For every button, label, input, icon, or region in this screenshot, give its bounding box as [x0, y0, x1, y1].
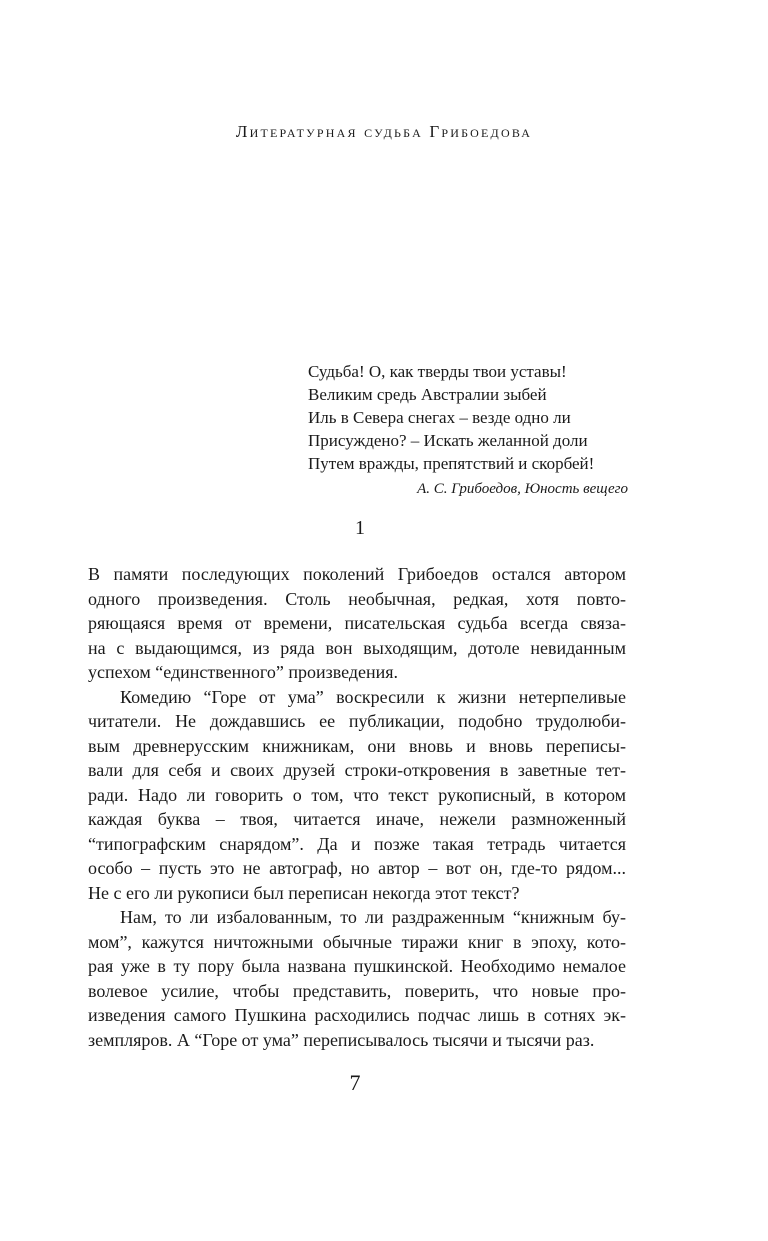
epigraph-line: Великим средь Австралии зыбей	[308, 385, 547, 404]
text-line: успехом “единственного” произведения.	[88, 662, 399, 682]
epigraph	[308, 360, 638, 501]
text-line: волевое усилие, чтобы представить, поверить, что новые про-	[88, 980, 626, 1001]
text-line: вым древнерусским книжникам, они вновь и вновь переписы-	[88, 735, 626, 756]
text-line: на с выдающимся, из ряда вон выходящим, дотоле невиданным	[88, 637, 626, 658]
text-line: рая уже в ту пору была названа пушкинской. Необходимо немалое	[88, 956, 626, 976]
epigraph-attribution: А. С. Грибоедов, Юность вещего	[417, 481, 628, 497]
text-line: ряющаяся время от времени, писательская судьба всегда связа-	[88, 613, 626, 633]
text-line: мом”, кажутся ничтожными обычные тиражи книг в эпоху, кото-	[88, 931, 626, 952]
text-line: изведения самого Пушкина расходились подчас лишь в сотнях эк-	[88, 1005, 626, 1025]
text-line: читатели. Не дождавшись ее публикации, подобно трудолюби-	[88, 711, 626, 731]
text-line: особо – пусть это не автограф, но автор – вот он, где-то рядом...	[88, 858, 626, 878]
body-text	[88, 562, 626, 1052]
text-line: Комедию “Горе от ума” воскресили к жизни нетерпеливые	[120, 686, 626, 707]
text-line: Не с его ли рукописи был переписан некогда этот текст?	[88, 882, 520, 903]
running-head: Литературная судьба Грибоедова	[235, 122, 533, 141]
text-line: вали для себя и своих друзей строки-откровения в заветные тет-	[88, 760, 626, 780]
text-line: земпляров. А “Горе от ума” переписывалось тысячи и тысячи раз.	[88, 1029, 595, 1050]
epigraph-line: Судьба! О, как тверды твои уставы!	[308, 362, 567, 381]
epigraph-line: Иль в Севера снегах – везде одно ли	[308, 408, 571, 427]
text-line: Нам, то ли избалованным, то ли раздраженным “книжным бу-	[120, 907, 626, 927]
text-line: ради. Надо ли говорить о том, что текст рукописный, в котором	[88, 784, 626, 805]
page-number: 7	[349, 1070, 361, 1095]
text-line: В памяти последующих поколений Грибоедов остался автором	[88, 564, 626, 584]
text-line: каждая буква – твоя, читается иначе, нежели размноженный	[88, 809, 626, 829]
text-line: одного произведения. Столь необычная, редкая, хотя повто-	[88, 588, 626, 609]
epigraph-line: Присуждено? – Искать желанной доли	[308, 431, 588, 450]
chapter-number: 1	[355, 517, 365, 539]
text-line: “типографским снарядом”. Да и позже такая тетрадь читается	[88, 833, 626, 854]
epigraph-line: Путем вражды, препятствий и скорбей!	[308, 454, 595, 473]
